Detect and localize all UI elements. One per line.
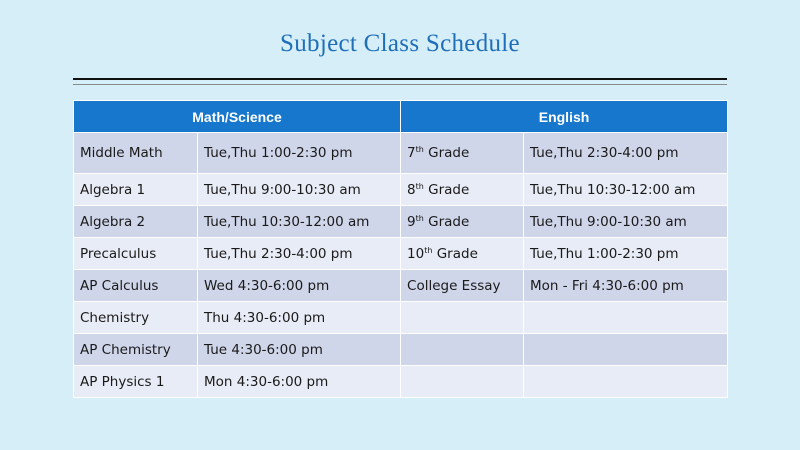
english-time-cell: Mon - Fri 4:30-6:00 pm xyxy=(524,270,728,302)
math-time-cell: Tue,Thu 1:00-2:30 pm xyxy=(198,133,401,174)
schedule-table xyxy=(73,100,728,398)
math-time-cell: Mon 4:30-6:00 pm xyxy=(198,366,401,398)
english-time-cell: Tue,Thu 1:00-2:30 pm xyxy=(524,238,728,270)
grade-ordinal-suffix: th xyxy=(415,213,424,223)
grade-label: 8 xyxy=(407,181,416,198)
math-subject-cell: Middle Math xyxy=(74,133,198,174)
table-row xyxy=(74,238,728,270)
math-time-cell: Tue 4:30-6:00 pm xyxy=(198,334,401,366)
english-grade-cell xyxy=(401,174,524,206)
math-subject-cell: AP Calculus xyxy=(74,270,198,302)
english-time-cell xyxy=(524,366,728,398)
table-row xyxy=(74,206,728,238)
english-grade-cell xyxy=(401,270,524,302)
table-row xyxy=(74,334,728,366)
table-row xyxy=(74,366,728,398)
english-time-cell xyxy=(524,302,728,334)
english-time-cell: Tue,Thu 2:30-4:00 pm xyxy=(524,133,728,174)
grade-word: Grade xyxy=(423,213,470,230)
math-time-cell: Tue,Thu 2:30-4:00 pm xyxy=(198,238,401,270)
grade-word: Grade xyxy=(423,145,470,161)
english-time-cell xyxy=(524,334,728,366)
grade-word: Grade xyxy=(432,245,478,262)
english-time-cell: Tue,Thu 10:30-12:00 am xyxy=(524,174,728,206)
grade-label: College Essay xyxy=(407,277,501,294)
english-grade-cell xyxy=(401,302,524,334)
english-grade-cell xyxy=(401,206,524,238)
math-subject-cell: Precalculus xyxy=(74,238,198,270)
math-subject-cell: Chemistry xyxy=(74,302,198,334)
grade-label: 10 xyxy=(407,245,425,262)
math-time-cell: Tue,Thu 9:00-10:30 am xyxy=(198,174,401,206)
table-header-row xyxy=(74,101,728,133)
english-time-cell: Tue,Thu 9:00-10:30 am xyxy=(524,206,728,238)
grade-label: 7 xyxy=(407,145,416,161)
table-row xyxy=(74,133,728,174)
math-subject-cell: AP Physics 1 xyxy=(74,366,198,398)
grade-ordinal-suffix: th xyxy=(415,181,424,191)
page-title: Subject Class Schedule xyxy=(280,30,520,57)
english-grade-cell xyxy=(401,238,524,270)
english-grade-cell xyxy=(401,366,524,398)
grade-word: Grade xyxy=(423,181,470,198)
math-subject-cell: AP Chemistry xyxy=(74,334,198,366)
grade-ordinal-suffix: th xyxy=(415,145,424,154)
math-subject-cell: Algebra 2 xyxy=(74,206,198,238)
header-math-science: Math/Science xyxy=(74,101,401,133)
math-time-cell: Thu 4:30-6:00 pm xyxy=(198,302,401,334)
title-divider-thin xyxy=(73,84,727,85)
math-subject-cell: Algebra 1 xyxy=(74,174,198,206)
math-time-cell: Tue,Thu 10:30-12:00 am xyxy=(198,206,401,238)
table-row xyxy=(74,270,728,302)
english-grade-cell xyxy=(401,133,524,174)
english-grade-cell xyxy=(401,334,524,366)
header-english: English xyxy=(401,101,728,133)
table-row xyxy=(74,174,728,206)
math-time-cell: Wed 4:30-6:00 pm xyxy=(198,270,401,302)
grade-ordinal-suffix: th xyxy=(424,245,433,255)
title-divider xyxy=(73,78,727,80)
table-row xyxy=(74,302,728,334)
grade-label: 9 xyxy=(407,213,416,230)
